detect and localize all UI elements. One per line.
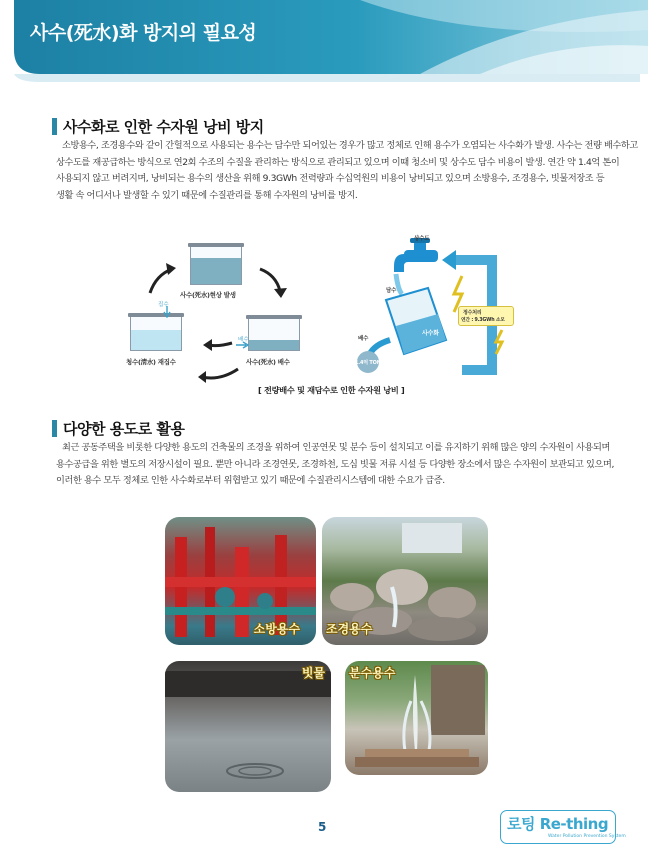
section-title: 사수화로 인한 수자원 낭비 방지 xyxy=(63,118,264,136)
section-marker xyxy=(52,118,57,135)
paragraph-line: 상수도를 재공급하는 방식으로 연2회 수조의 수질을 관리하는 방식으로 관리되고 있으며 이때 청소비 및 상수도 담수 비용이 발생. 연간 약 1.4억 톤이 xyxy=(56,156,620,168)
energy-title: 정수처리 xyxy=(463,310,482,316)
rain-water-photo xyxy=(165,661,331,792)
paragraph-line: 생활 속 어디서나 발생할 수 있기 때문에 수질관리를 통해 수자원의 낭비를 방지. xyxy=(56,189,358,201)
basin-label: 담수 xyxy=(386,288,397,294)
section-heading-usage xyxy=(52,418,184,439)
fire-water-photo xyxy=(165,517,316,645)
photo-label-fountain: 분수용수 xyxy=(349,666,396,680)
energy-box xyxy=(458,306,514,326)
page-title: 사수(死水)화 방지의 필요성 xyxy=(30,22,257,44)
section-title: 다양한 용도로 활용 xyxy=(63,420,185,438)
section-paragraph-waste xyxy=(56,138,638,204)
banner-background xyxy=(0,0,648,92)
photo-label-rain: 빗물 xyxy=(301,666,325,680)
section-heading-waste xyxy=(52,116,264,137)
volume-label: 1.4억 TON xyxy=(355,360,381,366)
outflow-label: 배수 xyxy=(238,337,249,343)
tank-right-label: 사수(死水) 배수 xyxy=(246,358,290,366)
photo-label-fire: 소방용수 xyxy=(253,622,300,636)
paragraph-line: 소방용수, 조경용수와 같이 간헐적으로 사용되는 용수는 담수만 되어있는 경우가 많고 정체로 인해 용수가 오염되는 사수화가 발생. 사수는 전량 배수하고 xyxy=(62,140,638,151)
faucet-label: 상수도 xyxy=(414,236,430,242)
brand-logo xyxy=(500,810,626,844)
paragraph-line: 이러한 용수 모두 정체로 인한 사수화로부터 위협받고 있기 때문에 수질관리시스템에 대한 수요가 급증. xyxy=(56,475,445,486)
drain-label: 배수 xyxy=(358,336,369,342)
cycle-arrows-icon xyxy=(120,235,330,385)
landscape-water-photo xyxy=(322,517,488,645)
energy-value: 연간 : 9.3GWh 소모 xyxy=(461,318,505,323)
water-cycle-diagram xyxy=(120,235,330,385)
section-paragraph-usage xyxy=(56,440,616,490)
page-number: 5 xyxy=(318,820,327,834)
fountain-water-photo xyxy=(345,661,488,775)
logo-subtitle: Water Pollution Prevention System xyxy=(548,834,626,839)
section-marker xyxy=(52,420,57,437)
tank-top-label: 사수(死水)현상 발생 xyxy=(180,291,236,299)
faucet-illustration xyxy=(350,230,520,380)
dead-water-label: 사수화 xyxy=(422,330,439,337)
diagram-caption: [ 전량배수 및 재담수로 인한 수자원 낭비 ] xyxy=(258,385,405,395)
tank-left-label: 청수(淸水) 재집수 xyxy=(126,358,176,366)
paragraph-line: 용수공급을 위한 별도의 저장시설이 필요. 뿐만 아니라 조경연못, 조경하천, 도심 빗물 저류 시설 등 다양한 장소에서 많은 수자원이 보관되고 있으며, xyxy=(56,458,615,470)
header-banner xyxy=(0,0,648,92)
faucet-diagram xyxy=(350,230,520,380)
inflow-label: 집수 xyxy=(158,302,169,308)
paragraph-line: 사용되지 않고 버려지며, 낭비되는 용수의 생산을 위해 9.3GWh 전력량과 수십억원의 비용이 낭비되고 있으며 소방용수, 조경용수, 빗물저장조 등 xyxy=(56,173,605,184)
photo-label-landscape: 조경용수 xyxy=(326,622,373,636)
logo-text: 로팅 Re-thing xyxy=(507,815,609,833)
paragraph-line: 최근 공동주택을 비롯한 다양한 용도의 건축물의 조경을 위하여 인공연못 및 분수 등이 설치되고 이를 유지하기 위해 많은 양의 수자원이 사용되며 xyxy=(62,442,610,453)
